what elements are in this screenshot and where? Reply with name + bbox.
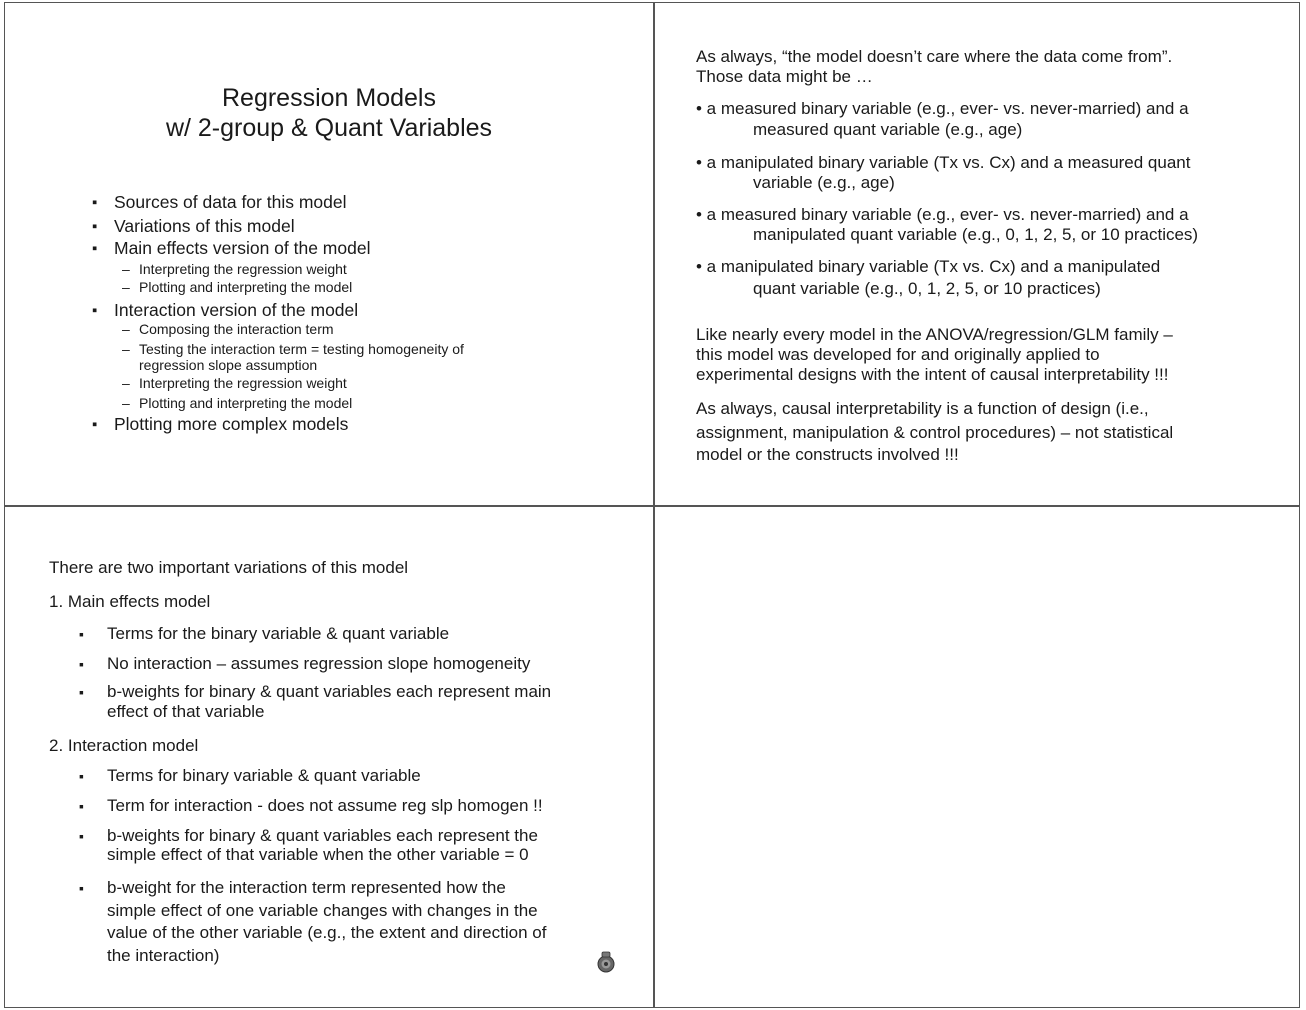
bullet-icon: ▪ [79,880,84,896]
slide-4-empty [654,506,1301,1009]
list-item: b-weights for binary & quant variables each represent the [107,826,538,845]
outline-sub-item: – Interpreting the regression weight [122,261,347,277]
outline-item-text: Interaction version of the model [114,300,359,320]
outline-item-text: Main effects version of the model [114,238,371,258]
slide-1-title-line-1: Regression Models [222,84,436,112]
list-item: Term for interaction - does not assume reg slp homogen !! [107,796,543,815]
bullet-icon: ▪ [79,798,84,814]
list-item-continuation: the interaction) [107,946,220,965]
data-source-bullet-continuation: variable (e.g., age) [753,173,895,192]
paragraph-line: model or the constructs involved !!! [696,445,959,464]
bullet-icon: ▪ [79,684,84,700]
section-heading-main-effects: 1. Main effects model [49,592,211,611]
data-source-bullet: • a manipulated binary variable (Tx vs. Cx) and a measured quant [696,153,1191,172]
outline-item-text: Sources of data for this model [114,192,347,212]
handout-page [4,2,1300,1008]
bullet-icon: ▪ [79,768,84,784]
paragraph-line: assignment, manipulation & control procedures) – not statistical [696,423,1174,442]
outline-item [92,192,347,213]
list-item: No interaction – assumes regression slope homogeneity [107,654,531,673]
bullet-icon: ▪ [92,302,98,319]
data-source-bullet: • a measured binary variable (e.g., ever- vs. never-married) and a [696,99,1189,118]
outline-item [92,300,359,321]
data-source-bullet-continuation: manipulated quant variable (e.g., 0, 1, 2, 5, or 10 practices) [753,225,1199,244]
outline-item [92,238,371,259]
outline-item-text: Plotting more complex models [114,414,349,434]
list-item-continuation: simple effect of one variable changes with changes in the [107,901,538,920]
bullet-icon: ▪ [92,218,98,235]
bullet-icon: ▪ [92,240,98,257]
bullet-icon: ▪ [92,194,98,211]
intro-line: Those data might be … [696,67,873,86]
outline-item-text: Variations of this model [114,216,295,236]
bullet-icon: ▪ [79,656,84,672]
paragraph-line: experimental designs with the intent of causal interpretability !!! [696,365,1169,384]
data-source-bullet-continuation: measured quant variable (e.g., age) [753,120,1023,139]
data-source-bullet: • a measured binary variable (e.g., ever- vs. never-married) and a [696,205,1189,224]
section-heading-interaction: 2. Interaction model [49,736,199,755]
list-item: b-weights for binary & quant variables each represent main [107,682,552,701]
list-item-continuation: effect of that variable [107,702,265,721]
outline-sub-item: – Composing the interaction term [122,321,334,337]
outline-sub-item-continuation: regression slope assumption [139,357,318,373]
paragraph-line: Like nearly every model in the ANOVA/regression/GLM family – [696,325,1173,344]
data-source-bullet-continuation: quant variable (e.g., 0, 1, 2, 5, or 10 practices) [753,279,1101,298]
sound-icon[interactable] [595,950,617,974]
outline-sub-item: – Testing the interaction term = testing homogeneity of [122,341,464,357]
list-item: Terms for the binary variable & quant variable [107,624,450,643]
intro-line: There are two important variations of this model [49,558,409,577]
outline-item [92,414,349,435]
slide-3 [5,506,653,1009]
list-item-continuation: simple effect of that variable when the other variable = 0 [107,845,529,864]
paragraph-line: this model was developed for and originally applied to [696,345,1100,364]
outline-sub-item: – Plotting and interpreting the model [122,395,353,411]
outline-sub-item: – Plotting and interpreting the model [122,279,353,295]
bullet-icon: ▪ [79,626,84,642]
data-source-bullet: • a manipulated binary variable (Tx vs. Cx) and a manipulated [696,257,1161,276]
outline-item [92,216,295,237]
outline-sub-item: – Interpreting the regression weight [122,375,347,391]
slide-1 [5,3,653,505]
paragraph-line: As always, causal interpretability is a function of design (i.e., [696,399,1149,418]
list-item-continuation: value of the other variable (e.g., the extent and direction of [107,923,547,942]
bullet-icon: ▪ [92,416,98,433]
bullet-icon: ▪ [79,828,84,844]
list-item: Terms for binary variable & quant variable [107,766,421,785]
intro-line: As always, “the model doesn’t care where the data come from”. [696,47,1173,66]
slide-2 [654,3,1301,505]
list-item: b-weight for the interaction term represented how the [107,878,506,897]
slide-1-title-line-2: w/ 2-group & Quant Variables [165,114,493,142]
